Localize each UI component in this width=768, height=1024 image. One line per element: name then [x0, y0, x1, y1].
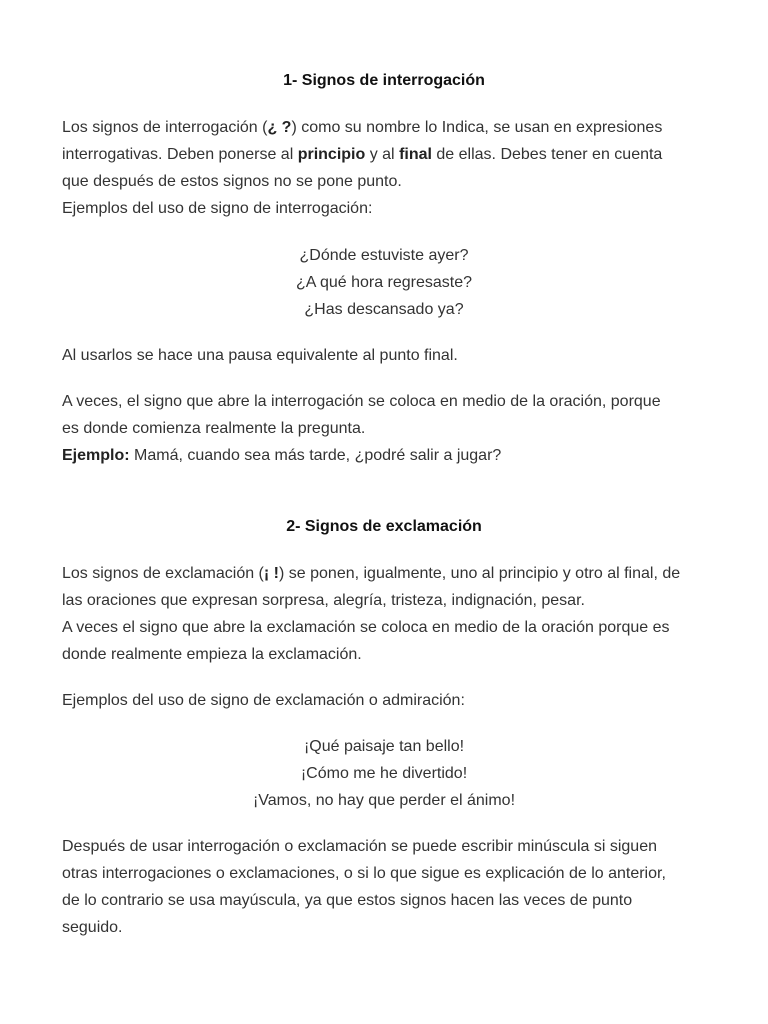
interrogation-examples: [62, 242, 706, 323]
section-heading-exclamation: 2- Signos de exclamación: [286, 518, 482, 535]
exclamation-examples-intro: Ejemplos del uso de signo de exclamación o admiración:: [62, 692, 465, 709]
text-run: Mamá, cuando sea más tarde, ¿podré salir a jugar?: [129, 447, 502, 464]
text-line: [62, 614, 706, 641]
text-run: es donde comienza realmente la pregunta.: [62, 420, 366, 437]
bold-text: ¿ ?: [267, 119, 292, 136]
text-line: [62, 114, 706, 141]
section-heading-interrogation: 1- Signos de interrogación: [283, 72, 485, 89]
text-line: [62, 833, 706, 860]
text-run: A veces, el signo que abre la interrogación se coloca en medio de la oración, porque: [62, 393, 661, 410]
text-line: [62, 587, 706, 614]
text-run: otras interrogaciones o exclamaciones, o si lo que sigue es explicación de lo anterior,: [62, 865, 666, 882]
text-run: de ellas. Debes tener en cuenta: [431, 146, 663, 163]
text-run: ) se ponen, igualmente, uno al principio y otro al final, de: [279, 565, 681, 582]
text-line: [62, 914, 706, 941]
bold-text: final: [399, 146, 432, 163]
interrogation-example: ¿A qué hora regresaste?: [295, 274, 473, 291]
text-line: [62, 141, 706, 168]
text-run: de lo contrario se usa mayúscula, ya que estos signos hacen las veces de punto: [62, 892, 633, 909]
pause-paragraph: Al usarlos se hace una pausa equivalente al punto final.: [62, 347, 458, 364]
text-line: [62, 195, 706, 222]
exclamation-example: ¡Qué paisaje tan bello!: [303, 738, 465, 755]
interrogation-example: ¿Has descansado ya?: [304, 301, 464, 318]
text-run: las oraciones que expresan sorpresa, alegría, tristeza, indignación, pesar.: [62, 592, 585, 609]
text-line: [62, 442, 706, 469]
exclamation-intro-paragraph: [62, 560, 706, 668]
exclamation-example: ¡Cómo me he divertido!: [300, 765, 468, 782]
text-run: Ejemplos del uso de signo de interrogación:: [62, 200, 373, 217]
text-run: Los signos de exclamación (: [62, 565, 264, 582]
text-line: [62, 641, 706, 668]
text-run: Después de usar interrogación o exclamación se puede escribir minúscula si siguen: [62, 838, 657, 855]
text-run: ) como su nombre lo Indica, se usan en expresiones: [291, 119, 663, 136]
bold-text: principio: [297, 146, 366, 163]
text-line: [62, 415, 706, 442]
interrogation-intro-paragraph: [62, 114, 706, 222]
interrogation-example: ¿Dónde estuviste ayer?: [299, 247, 469, 264]
text-run: A veces el signo que abre la exclamación se coloca en medio de la oración porque es: [62, 619, 670, 636]
text-line: [62, 168, 706, 195]
text-line: [62, 887, 706, 914]
text-run: interrogativas. Deben ponerse al: [62, 146, 298, 163]
text-run: que después de estos signos no se pone punto.: [62, 173, 402, 190]
bold-text: ¡ !: [263, 565, 279, 582]
text-run: Los signos de interrogación (: [62, 119, 268, 136]
text-run: y al: [365, 146, 400, 163]
closing-paragraph: [62, 833, 706, 941]
bold-text: Ejemplo:: [62, 447, 130, 464]
exclamation-example: ¡Vamos, no hay que perder el ánimo!: [252, 792, 516, 809]
interrogation-middle-paragraph: [62, 388, 706, 469]
text-run: donde realmente empieza la exclamación.: [62, 646, 362, 663]
text-line: [62, 860, 706, 887]
text-run: seguido.: [62, 919, 123, 936]
text-line: [62, 560, 706, 587]
exclamation-examples: [62, 733, 706, 814]
text-line: [62, 388, 706, 415]
